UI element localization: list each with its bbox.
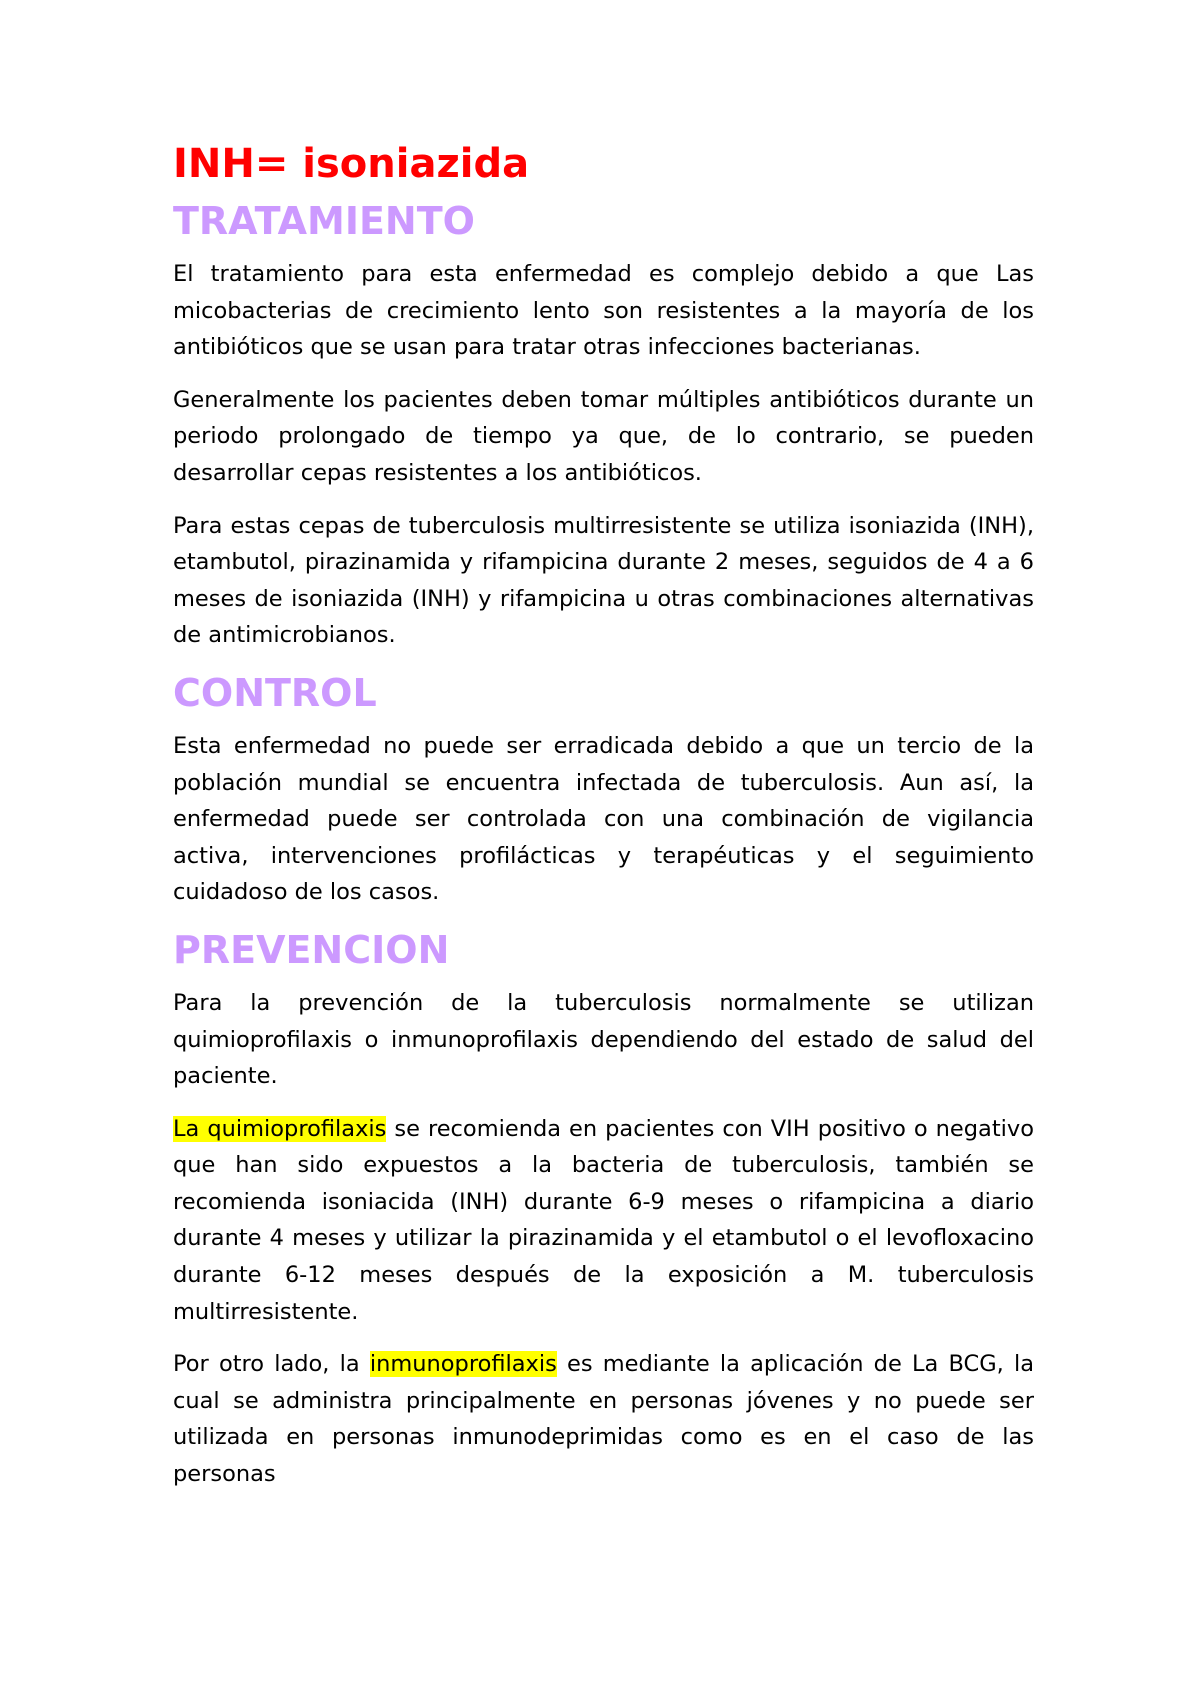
quimioprofilaxis-highlight: La quimioprofilaxis [173,1115,387,1142]
heading-prevencion: PREVENCION [173,927,450,972]
quimioprofilaxis-text: se recomienda en pacientes con VIH positivo o negativo que han sido expuestos a la bacteria de tuberculosis, también se recomienda isoniacida (INH) durante 6-9 meses o rifampicina a diario durante 4 meses y utilizar la pirazinamida y el etambutol o el levofloxacino durante 6-12 meses después de la exposición a M. tuberculosis multirresistente. [173,1115,1034,1325]
prevencion-paragraph-1: Para la prevención de la tuberculosis normalmente se utilizan quimioprofilaxis o inmunoprofilaxis dependiendo del estado de salud del paciente. [173,989,1034,1090]
tratamiento-paragraph-3: Para estas cepas de tuberculosis multirresistente se utiliza isoniazida (INH), etambutol, pirazinamida y rifampicina durante 2 meses, seguidos de 4 a 6 meses de isoniazida (INH) y rifampicina u otras combinaciones alternativas de antimicrobianos. [173,512,1034,649]
inmunoprofilaxis-paragraph [173,1346,1034,1492]
tratamiento-paragraph-1: El tratamiento para esta enfermedad es complejo debido a que Las micobacterias de crecimiento lento son resistentes a la mayoría de los antibióticos que se usan para tratar otras infecciones bacterianas. [173,261,1034,361]
heading-tratamiento: TRATAMIENTO [173,199,475,243]
inmunoprofilaxis-text: es mediante la aplicación de La BCG, la cual se administra principalmente en personas jóvenes y no puede ser utilizada en personas inmunodeprimidas como es en el caso de las personas [173,1351,1034,1488]
document-title: INH= isoniazida [173,141,530,187]
heading-control: CONTROL [173,670,377,715]
tratamiento-paragraph-2: Generalmente los pacientes deben tomar múltiples antibióticos durante un periodo prolongado de tiempo ya que, de lo contrario, se pueden desarrollar cepas resistentes a los antibióticos. [173,386,1034,486]
inmunoprofilaxis-lead: Por otro lado, la [173,1351,370,1378]
control-paragraph-1: Esta enfermedad no puede ser erradicada debido a que un tercio de la población mundial se encuentra infectada de tuberculosis. Aun así, la enfermedad puede ser controlada con una combinación de vigilancia activa, intervenciones profilácticas y terapéuticas y el seguimiento cuidadoso de los casos. [173,732,1034,906]
quimioprofilaxis-paragraph [173,1111,1034,1331]
inmunoprofilaxis-highlight: inmunoprofilaxis [369,1351,557,1378]
